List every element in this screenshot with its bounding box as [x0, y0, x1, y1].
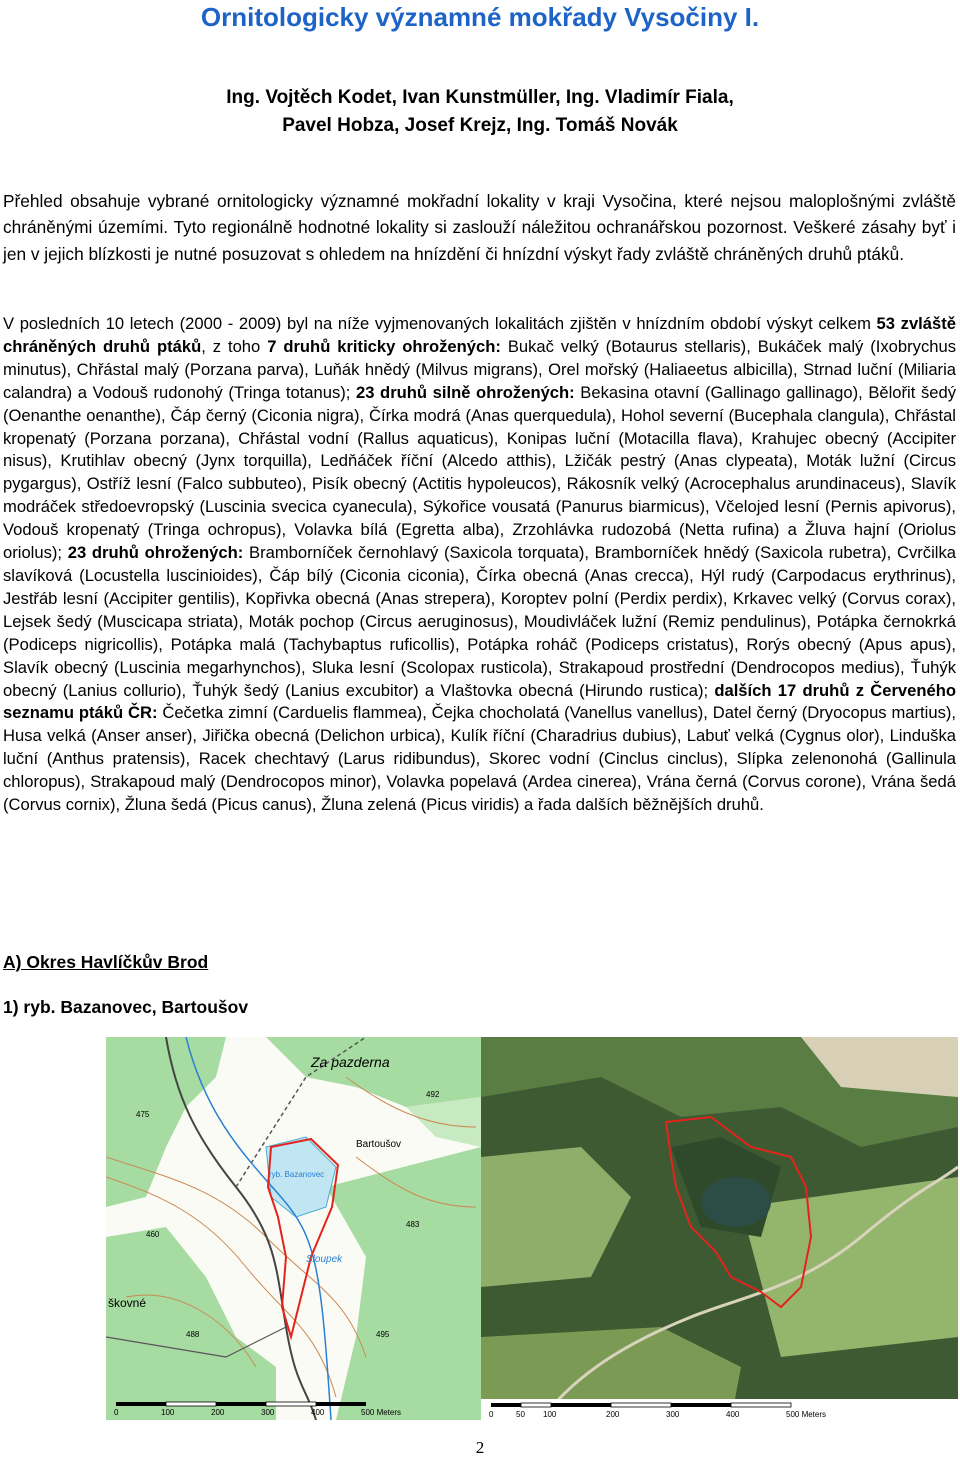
map-label: 488 [186, 1330, 200, 1339]
species-bold: dalších 17 druhů z Červeného seznamu ptáků ČR: [3, 680, 956, 723]
map-label: 475 [136, 1110, 150, 1119]
scale-label: 200 [211, 1408, 225, 1417]
authors-line-2: Pavel Hobza, Josef Krejz, Ing. Tomáš Novák [282, 115, 678, 136]
scale-label: 200 [606, 1410, 620, 1419]
map-label: škovné [108, 1296, 147, 1310]
scale-label: 100 [543, 1410, 557, 1419]
scale-label: 100 [161, 1408, 175, 1417]
map-label: Bartoušov [356, 1139, 402, 1150]
map-label: 492 [426, 1090, 440, 1099]
aerial-map [481, 1037, 958, 1420]
scale-label: 400 [311, 1408, 325, 1417]
scale-label: 400 [726, 1410, 740, 1419]
topographic-map [106, 1037, 481, 1420]
section-heading: A) Okres Havlíčkův Brod [3, 952, 209, 972]
species-text: Bramborníček černohlavý (Saxicola torquata), Bramborníček hnědý (Saxicola rubetra), Cvrčilka slavíková (Locustella luscinioides), Čáp bílý (Ciconia ciconia), Čírka obecná (Anas crecca), Hýl rudý (Carpodacus erythrinus), Jestřáb lesní (Accipiter gentilis), Kopřivka obecná (Anas strepera), Koroptev polní (Perdix perdix), Krkavec velký (Corvus corax), Lejsek šedý (Muscicapa striata), Moták pochop (Circus aeruginosus), Moudivláček lužní (Remiz pendulinus), Potápka černokrká (Podiceps nigricollis), Potápka malá (Tachybaptus ruficollis), Potápka roháč (Podiceps cristatus), Rorýs obecný (Apus apus), Slavík obecný (Luscinia megarhynchos), Sluka lesní (Scolopax rusticola), Strakapoud prostřední (Dendrocopos medius), Ťuhýk obecný (Lanius collurio), Ťuhýk šedý (Lanius excubitor) a Vlaštovka obecná (Hirundo rustica); [3, 543, 956, 700]
intro-paragraph: Přehled obsahuje vybrané ornitologicky významné mokřadní lokality v kraji Vysočina, které nejsou maloplošnými zvláště chráněnými územími. Tyto regionálně hodnotné lokality si zaslouží náležitou ochranářskou pozornost. Veškeré zásahy byť i jen v jejich blízkosti je nutné posuzovat s ohledem na hnízdění či hnízdní výskyt řady zvláště chráněných druhů ptáků. [3, 191, 956, 264]
map-label: 460 [146, 1230, 160, 1239]
species-text: Bekasina otavní (Gallinago gallinago), Bělořit šedý (Oenanthe oenanthe), Čáp černý (Ciconia nigra), Čírka modrá (Anas querquedula), Hohol severní (Bucephala clangula), Chřástal kropenatý (Porzana porzana), Chřástal vodní (Rallus aquaticus), Konipas luční (Motacilla flava), Krahujec obecný (Accipiter nisus), Krutihlav obecný (Jynx torquilla), Ledňáček říční (Alcedo atthis), Lžičák pestrý (Anas clypeata), Moták lužní (Circus pygargus), Ostříž lesní (Falco subbuteo), Pisík obecný (Actitis hypoleucos), Rákosník velký (Acrocephalus arundinaceus), Slavík modráček středoevropský (Luscinia svecica cyanecula), Sýkořice vousatá (Panurus biarmicus), Včelojed lesní (Pernis apivorus), Vodouš kropenatý (Tringa ochropus), Volavka bílá (Egretta alba), Zrzohlávka rudozobá (Netta rufina) a Žluva hajní (Oriolus oriolus); [3, 382, 956, 563]
species-text: , z toho [201, 336, 268, 356]
scale-label: 500 Meters [786, 1410, 827, 1419]
scale-label: 50 [516, 1410, 525, 1419]
scale-label: 300 [261, 1408, 275, 1417]
species-paragraph [3, 313, 956, 817]
scale-label: 500 Meters [361, 1408, 402, 1417]
authors-line-1: Ing. Vojtěch Kodet, Ivan Kunstmüller, Ing. Vladimír Fiala, [226, 87, 734, 108]
map-label: Sloupek [306, 1254, 343, 1265]
map-label: ryb. Bazanovec [269, 1170, 325, 1179]
species-text: V posledních 10 letech (2000 - 2009) byl na níže vyjmenovaných lokalitách zjištěn v hnízdním období výskyt celkem [3, 314, 877, 333]
species-bold: 53 zvláště chráněných druhů ptáků [3, 314, 956, 356]
site-heading: 1) ryb. Bazanovec, Bartoušov [3, 997, 249, 1017]
species-text: Bukač velký (Botaurus stellaris), Bukáček malý (Ixobrychus minutus), Chřástal malý (Porzana parva), Luňák hnědý (Milvus migrans), Orel mořský (Haliaeetus albicilla), Strnad luční (Miliaria calandra) a Vodouš rudonohý (Tringa totanus); [3, 336, 957, 402]
map-label: Za pazderna [311, 1054, 390, 1070]
authors-block [0, 84, 960, 140]
species-bold: 7 druhů kriticky ohrožených: [267, 336, 501, 356]
scale-label: 0 [114, 1408, 119, 1417]
species-bold: 23 druhů silně ohrožených: [356, 382, 575, 402]
map-label: 483 [406, 1220, 420, 1229]
document-title: Ornitologicky významné mokřady Vysočiny I. [200, 2, 760, 32]
species-text: Čečetka zimní (Carduelis flammea), Čejka chocholatá (Vanellus vanellus), Datel černý (Dryocopus martius), Husa velká (Anser anser), Jiřička obecná (Delichon urbica), Kulík říční (Charadrius dubius), Labuť velká (Cygnus olor), Linduška luční (Anthus pratensis), Racek chechtavý (Larus ridibundus), Skorec vodní (Cinclus cinclus), Slípka zelenonohá (Gallinula chloropus), Strakapoud malý (Dendrocopos minor), Volavka popelavá (Ardea cinerea), Vrána černá (Corvus corone), Vrána šedá (Corvus cornix), Žluna šedá (Picus canus), Žluna zelená (Picus viridis) a řada dalších běžnějších druhů. [3, 703, 956, 815]
page-number: 2 [475, 1438, 485, 1457]
species-bold: 23 druhů ohrožených: [67, 543, 244, 563]
map-label: 495 [376, 1330, 390, 1339]
scale-label: 300 [666, 1410, 680, 1419]
scale-label: 0 [489, 1410, 494, 1419]
